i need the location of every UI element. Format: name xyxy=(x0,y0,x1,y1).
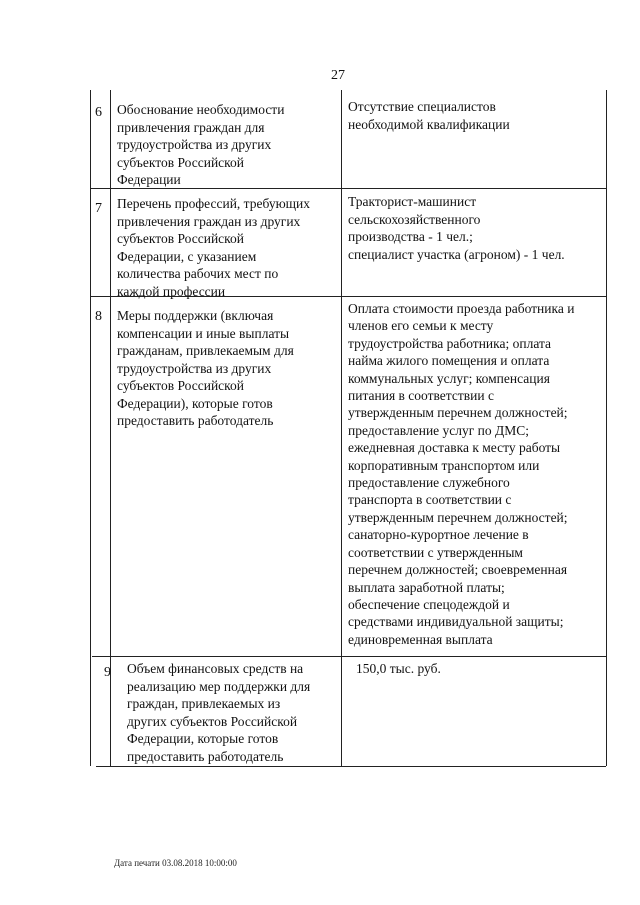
row-number: 9 xyxy=(104,665,111,680)
row-label: Обоснование необходимости привлечения граждан для трудоустройства из других субъектов Российской Федерации xyxy=(117,102,285,187)
row-value: Отсутствие специалистов необходимой квалификации xyxy=(348,99,510,132)
row-label: Объем финансовых средств на реализацию мер поддержки для граждан, привлекаемых из других субъектов Российской Федерации, которые готов предоставить работодатель xyxy=(127,661,311,764)
row-number: 7 xyxy=(95,201,102,216)
row-label: Перечень профессий, требующих привлечения граждан из других субъектов Российской Федерации, с указанием количества рабочих мест по каждой профессии xyxy=(117,196,311,299)
row-label: Меры поддержки (включая компенсации и иные выплаты гражданам, привлекаемым для трудоустройства из других субъектов Российской Федерации), которые готов предоставить работодатель xyxy=(117,308,294,428)
row-value: 150,0 тыс. руб. xyxy=(356,661,441,676)
table-rule xyxy=(341,90,342,766)
row-value: Тракторист-машинист сельскохозяйственного производства - 1 чел.; специалист участка (агроном) - 1 чел. xyxy=(348,194,565,262)
row-value: Оплата стоимости проезда работника и членов его семьи к месту трудоустройства работника; оплата найма жилого помещения и оплата коммунальных услуг; компенсация питания в соответствии с утвержденным перечнем должностей; предоставление услуг по ДМС; ежедневная доставка к месту работы корпоративным транспортом или предоставление служебного транспорта в соответствии с утвержденным перечнем должностей; санаторно-курортное лечение в соответствии с утвержденным перечнем должностей; своевременная выплата заработной платы; обеспечение спецодеждой и средствами индивидуальной защиты; единовременная выплата xyxy=(348,301,575,647)
table-rule xyxy=(96,766,606,767)
table-rule xyxy=(90,90,91,766)
row-number: 6 xyxy=(95,105,102,120)
print-date-footer: Дата печати 03.08.2018 10:00:00 xyxy=(114,858,237,868)
table-rule xyxy=(606,90,607,766)
table-rule xyxy=(92,656,606,657)
page-number: 27 xyxy=(331,68,345,83)
row-number: 8 xyxy=(95,309,102,324)
